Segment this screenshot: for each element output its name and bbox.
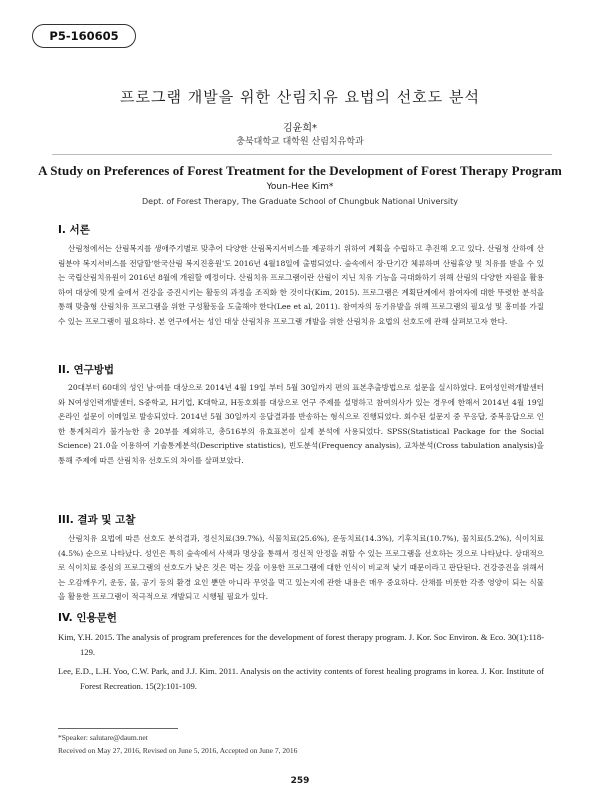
reference-item: Lee, E.D., L.H. Yoo, C.W. Park, and J.J. Kim. 2011. Analysis on the activity contents of forest healing programs in korea. J. Kor. Institute of Forest Recreation. 15(2):101-109. — [58, 666, 544, 691]
affiliation-english: Dept. of Forest Therapy, The Graduate School of Chungbuk National University — [142, 197, 458, 206]
reference-list — [58, 630, 544, 698]
footnote-divider — [58, 728, 178, 729]
title-english: A Study on Preferences of Forest Treatment for the Development of Forest Therapy Program — [38, 163, 562, 178]
reference-item: Kim, Y.H. 2015. The analysis of program preferences for the development of forest therapy program. J. Kor. Soc Environ. & Eco. 30(1):118-129. — [58, 632, 544, 657]
footnote-dates: Received on May 27, 2016, Revised on June 5, 2016, Accepted on June 7, 2016 — [58, 746, 298, 755]
section-body-methods: 20대부터 60대의 성인 남·여를 대상으로 2014년 4월 19일 부터 5월 30일까지 편의 표본추출방법으로 설문을 실시하였다. E여성인력개발센터와 N여성인력개발센터, S중학교, H기업, K대학교, H동호회를 대상으로 연구 주제를 설명하고 참여의사가 있는 경우에 한해서 2014년 4월 19일 온라인 설문이 이메일로 발송되었다. 2014년 5월 30일까지 응답결과를 반송하는 형식으로 진행되었다. 회수된 설문지 중 무응답, 중복응답으로 인한 통계처리가 불가능한 총 20부를 제외하고, 총516부의 유효표본이 실제 분석에 사용되었다. SPSS(Statistical Package for the Social Science) 21.0을 이용하여 기술통계분석(Descriptive statistics), 빈도분석(Frequency analysis), 교차분석(Cross tabulation analysis)을 통해 주제에 따른 산림치유 선호도의 차이를 살펴보았다. — [58, 383, 544, 465]
author-korean: 김윤희* — [283, 123, 317, 134]
section-heading-references: IV. 인용문헌 — [58, 612, 117, 624]
section-body-introduction: 산림청에서는 산림복지를 생애주기별로 맞추어 다양한 산림복지서비스를 제공하기 위하여 계획을 수립하고 추진해 오고 있다. 산림청 산하에 산림분야 복지서비스를 전담할'한국산림 복지진흥원'도 2016년 4월18일에 출범되었다. 숲속에서 장·단기간 체류하며 산림휴양 및 치유를 받을 수 있는 국립산림치유원이 2016년 8월에 개원할 예정이다. 산림치유 프로그램이란 산림이 지닌 치유 기능을 극대화하기 위해 산림의 다양한 자원을 활용하여 대상에 맞게 숲에서 건강을 증진시키는 활동의 과정을 조직화 한 것이다(Kim, 2015). 프로그램은 계획단계에서 참여자에 대한 뚜렷한 분석을 통해 맞춤형 산림치유 프로그램을 위한 구성활동을 도출해야 한다(Lee et al, 2011). 참여자의 동기유발을 위해 프로그램의 필요성 및 흥미를 가질 수 있는 프로그램이 필요하다. 본 연구에서는 성인 대상 산림치유 프로그램 개발을 위한 산림치유 요법의 선호도에 관해 살펴보고자 한다. — [58, 244, 544, 326]
title-divider — [52, 154, 552, 155]
affiliation-korean: 충북대학교 대학원 산림치유학과 — [236, 137, 364, 147]
author-english: Youn-Hee Kim* — [266, 182, 334, 192]
footnote-speaker-email: *Speaker: salutare@daum.net — [58, 733, 148, 742]
section-heading-methods: II. 연구방법 — [58, 364, 115, 376]
poster-id-badge: P5-160605 — [32, 24, 136, 48]
section-heading-results: III. 결과 및 고찰 — [58, 514, 136, 526]
section-heading-introduction: I. 서론 — [58, 224, 90, 236]
page-number: 259 — [290, 776, 310, 786]
title-korean: 프로그램 개발을 위한 산림치유 요법의 선호도 분석 — [120, 88, 480, 106]
section-body-results: 산림치유 요법에 따른 선호도 분석결과, 정신치료(39.7%), 식물치료(25.6%), 운동치료(14.3%), 기후치료(10.7%), 물치료(5.2%), 식이치료(4.5%) 순으로 나타났다. 성인은 특히 숲속에서 사색과 명상을 통해서 정신적 안정을 취할 수 있는 프로그램을 선호하는 것으로 나타났다. 상대적으로 식이치료 중심의 프로그램의 선호도가 낮은 것은 먹는 것을 이용한 프로그램에 대한 인식이 비교적 낮기 때문이라고 판단된다. 건강증진을 위해서는 오감깨우기, 운동, 물, 공기 등의 환경 요인 뿐만 아니라 무엇을 먹고 있는지에 관한 내용은 매우 중요하다. 산채를 비롯한 각종 영양이 되는 식물을 활용한 프로그램이 적극적으로 개발되고 시행될 필요가 있다. — [58, 534, 544, 602]
